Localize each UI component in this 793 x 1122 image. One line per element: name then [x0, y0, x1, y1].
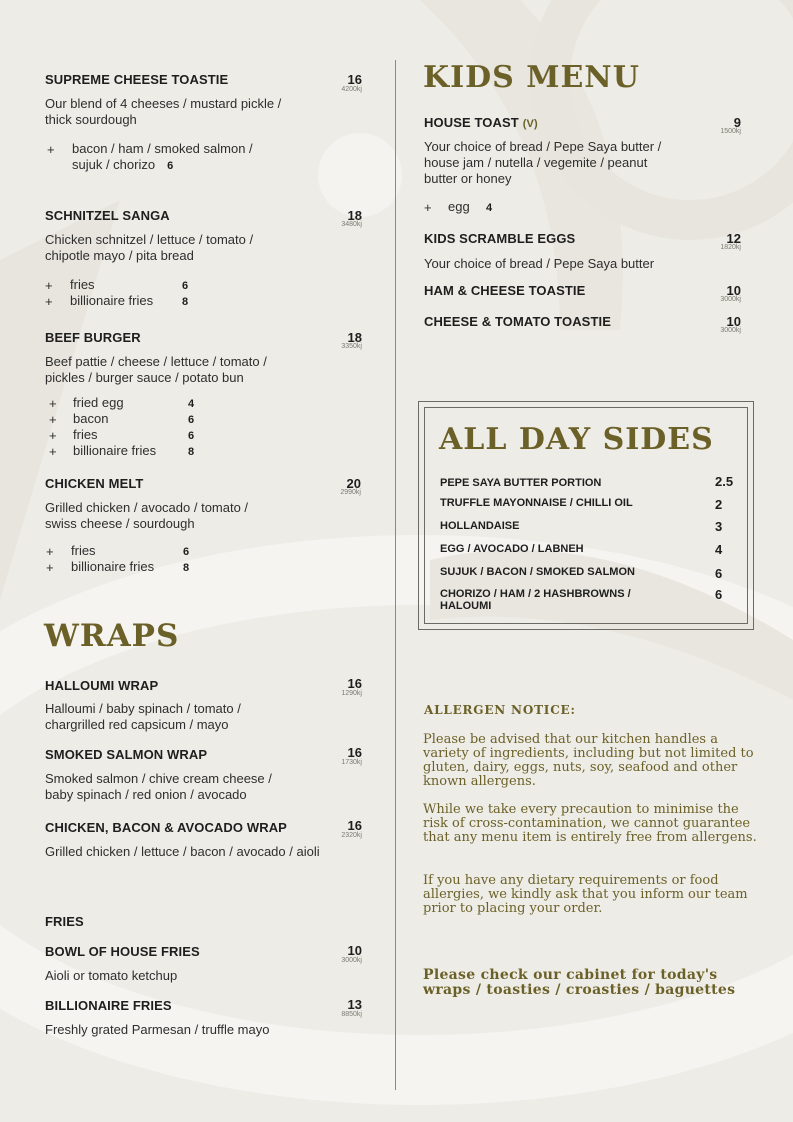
item-name: HAM & CHEESE TOASTIE: [424, 283, 586, 298]
addon-text: billionaire fries: [73, 443, 157, 458]
addon-price: 8: [182, 296, 189, 308]
addon-price: 8: [188, 446, 195, 458]
fries-heading: FRIES: [45, 914, 84, 929]
side-item-price: 6: [715, 587, 723, 602]
addon-price: 6: [188, 430, 195, 442]
addon-text: fries: [73, 427, 98, 442]
item-kj: 2990kj: [340, 489, 361, 496]
addon-text: billionaire fries: [71, 559, 155, 574]
addon-text: bacon / ham / smoked salmon / sujuk / chorizo 6: [72, 141, 253, 172]
side-item-price: 6: [715, 566, 723, 581]
sides-heading: ALL DAY SIDES: [439, 422, 714, 457]
plus-icon: +: [45, 294, 53, 309]
addon-text: billionaire fries: [70, 293, 154, 308]
item-kj: 1500kj: [720, 128, 741, 135]
item-name: KIDS SCRAMBLE EGGS: [424, 231, 576, 246]
item-desc: Freshly grated Parmesan / truffle mayo: [45, 1022, 270, 1037]
item-price: 10: [347, 943, 362, 958]
item-kj: 8850kj: [341, 1011, 362, 1018]
addon-price: 4: [188, 398, 195, 410]
cabinet-note: Please check our cabinet for today's wraps / toasties / croasties / baguettes: [423, 967, 736, 998]
item-name: CHICKEN MELT: [45, 476, 144, 491]
item-desc: Grilled chicken / lettuce / bacon / avocado / aioli: [45, 844, 320, 859]
item-price: 12: [726, 231, 741, 246]
plus-icon: +: [49, 396, 57, 411]
side-item-price: 2: [715, 497, 723, 512]
allergen-paragraph: Please be advised that our kitchen handles a variety of ingredients, including but not limited to gluten, dairy, eggs, nuts, soy, seafood and other known allergens.: [423, 732, 754, 789]
wraps-heading: WRAPS: [44, 618, 180, 654]
item-name: HALLOUMI WRAP: [45, 678, 159, 693]
addon-text: bacon: [73, 411, 109, 426]
addon-price: 6: [182, 280, 189, 292]
item-desc: Your choice of bread / Pepe Saya butter / house jam / nutella / vegemite / peanut butter or honey: [424, 139, 662, 186]
addon-text: fries: [70, 277, 95, 292]
item-desc: Our blend of 4 cheeses / mustard pickle / thick sourdough: [45, 96, 282, 127]
item-kj: 3000kj: [720, 327, 741, 334]
item-price: 10: [726, 283, 741, 298]
plus-icon: +: [49, 444, 57, 459]
addon-text: fries: [71, 543, 96, 558]
addon-price: 6: [167, 160, 174, 172]
item-price: 16: [347, 818, 362, 833]
item-desc: Your choice of bread / Pepe Saya butter: [424, 256, 655, 271]
item-kj: 3350kj: [341, 343, 362, 350]
vegetarian-tag: (V): [522, 118, 538, 130]
plus-icon: +: [49, 412, 57, 427]
item-name: SMOKED SALMON WRAP: [45, 747, 208, 762]
item-name: SCHNITZEL SANGA: [45, 208, 170, 223]
item-desc: Grilled chicken / avocado / tomato / swiss cheese / sourdough: [45, 500, 249, 531]
side-item-name: SUJUK / BACON / SMOKED SALMON: [440, 566, 635, 578]
side-item-name: PEPE SAYA BUTTER PORTION: [440, 477, 602, 489]
item-kj: 3000kj: [720, 296, 741, 303]
item-name: BOWL OF HOUSE FRIES: [45, 944, 200, 959]
item-kj: 1820kj: [720, 244, 741, 251]
allergen-notice-title: ALLERGEN NOTICE:: [424, 703, 576, 717]
addon-price: 4: [486, 202, 493, 214]
item-desc: Chicken schnitzel / lettuce / tomato / chipotle mayo / pita bread: [45, 232, 254, 263]
item-price: 18: [347, 330, 362, 345]
side-item-price: 2.5: [715, 474, 734, 489]
item-desc: Smoked salmon / chive cream cheese / baby spinach / red onion / avocado: [45, 771, 272, 802]
kids-menu-heading: KIDS MENU: [423, 60, 640, 95]
side-item-price: 3: [715, 519, 723, 534]
item-name: CHICKEN, BACON & AVOCADO WRAP: [45, 820, 287, 835]
side-item-name: EGG / AVOCADO / LABNEH: [440, 543, 584, 555]
allergen-paragraph: While we take every precaution to minimise the risk of cross-contamination, we cannot guarantee that any menu item is entirely free from allergens.: [423, 802, 757, 845]
item-price: 13: [347, 997, 362, 1012]
addon-text: fried egg: [73, 395, 124, 410]
item-kj: 3000kj: [341, 957, 362, 964]
side-item-price: 4: [715, 542, 723, 557]
addon-price: 8: [183, 562, 190, 574]
addon-price: 6: [183, 546, 190, 558]
item-name: HOUSE TOAST (V): [424, 115, 538, 130]
item-desc: Halloumi / baby spinach / tomato / chargrilled red capsicum / mayo: [45, 701, 241, 732]
item-name: BEEF BURGER: [45, 330, 141, 345]
column-divider: [395, 60, 396, 1090]
item-price: 18: [347, 208, 362, 223]
item-price: 16: [347, 745, 362, 760]
side-item-name: HOLLANDAISE: [440, 520, 520, 532]
item-price: 10: [726, 314, 741, 329]
side-item-name: CHORIZO / HAM / 2 HASHBROWNS / HALOUMI: [440, 588, 631, 612]
plus-icon: +: [46, 544, 54, 559]
addon-price: 6: [188, 414, 195, 426]
item-name: CHEESE & TOMATO TOASTIE: [424, 314, 611, 329]
plus-icon: +: [46, 560, 54, 575]
addon-text: egg: [448, 199, 470, 214]
item-kj: 2320kj: [341, 832, 362, 839]
plus-icon: +: [49, 428, 57, 443]
plus-icon: +: [424, 200, 432, 215]
item-price: 16: [347, 72, 362, 87]
item-desc: Beef pattie / cheese / lettuce / tomato / pickles / burger sauce / potato bun: [45, 354, 267, 385]
item-name: SUPREME CHEESE TOASTIE: [45, 72, 229, 87]
item-name: BILLIONAIRE FRIES: [45, 998, 172, 1013]
side-item-name: TRUFFLE MAYONNAISE / CHILLI OIL: [440, 497, 633, 509]
item-price: 9: [733, 115, 741, 130]
item-price: 16: [347, 676, 362, 691]
item-price: 20: [346, 476, 361, 491]
item-kj: 3480kj: [341, 221, 362, 228]
allergen-paragraph: If you have any dietary requirements or food allergies, we kindly ask that you inform our team prior to placing your order.: [423, 873, 748, 916]
item-kj: 1730kj: [341, 759, 362, 766]
plus-icon: +: [47, 142, 55, 157]
item-kj: 4200kj: [341, 86, 362, 93]
item-desc: Aioli or tomato ketchup: [45, 968, 178, 983]
item-kj: 1290kj: [341, 690, 362, 697]
plus-icon: +: [45, 278, 53, 293]
